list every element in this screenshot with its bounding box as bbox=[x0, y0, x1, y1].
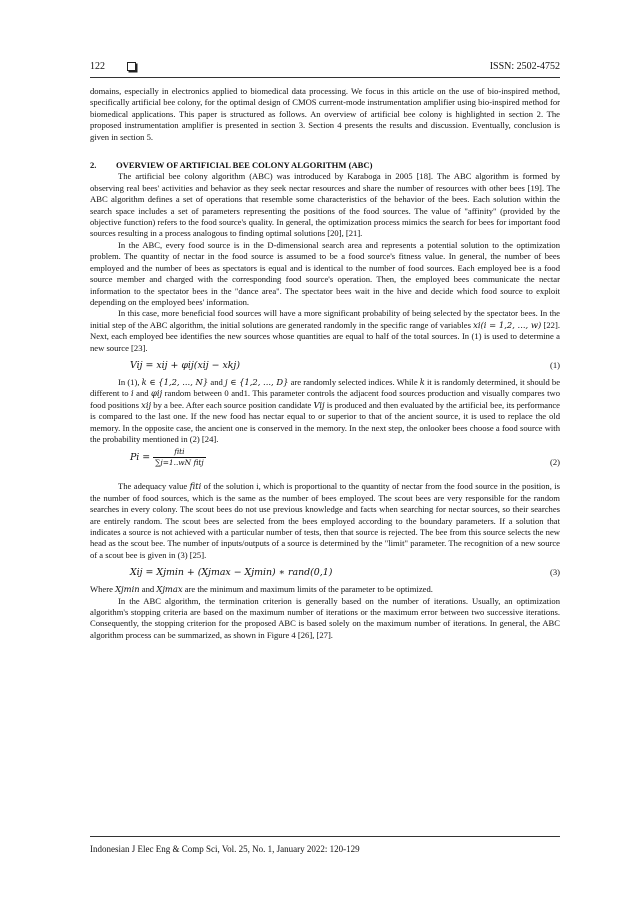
section-number: 2. bbox=[90, 160, 97, 171]
square-box-icon bbox=[127, 62, 136, 71]
paragraph-limits: Where Xjmin and Xjmax are the minimum and maximum limits of the parameter to be optimized. bbox=[90, 584, 433, 595]
equation-2-expression: Pi = $\frac{\text{fiti}}{\text{∑j=1..wN fitj}}$ bbox=[130, 447, 204, 468]
header-rule bbox=[90, 77, 560, 78]
paragraph-abc-intro: The artificial bee colony algorithm (ABC) was introduced by Karaboga in 2005 [18]. The ABC algorithm is formed by observing real bees' activities and behavior as they seek nectar resources and share the number of resources with other bees [19]. The ABC algorithm defines a set of operations that resemble some characteristics of the behavior of the bees. Each solution within the search space includes a set of parameters representing the positions of the food sources. The value of "affinity" (provided by the objective function) refers to the food source's quality. In general, the optimization process mimics the search for bees for important food sources resulting in a process analogous to finding optimal solutions [20], [21]. bbox=[90, 171, 560, 239]
paragraph-food-sources: In the ABC, every food source is in the D-dimensional search area and represents a potential solution to the optimization problem. The quantity of nectar in the food source is assumed to be a food source's fitness value. In general, the number of bees employed and the number of bees as spectators is equal and is identical to the number of food sources. Each employed bee is a food source member and charged with the corresponding food source's operation. Then, the employed bees communicate the nectar information to the spectator bees in the "dance area". The spectator bees wait in the hive and decide which food source to exploit depending on the employed bees' information. bbox=[90, 239, 560, 307]
section-heading bbox=[90, 160, 560, 171]
equation-3 bbox=[90, 563, 560, 582]
equation-1-number: (1) bbox=[549, 359, 560, 370]
paragraph-indices: In (1), k ∈ {1,2, ..., N} and j ∈ {1,2, ..., D} are randomly selected indices. While k it is randomly determined, it should be different to i and φij random between 0 and1. This parameter controls the adjacent food sources production and visually compares two food positions xij by a bee. After each source position candidate Vij is produced and then evaluated by the artificial bee, its performance is compared to the last one. If the new food has nectar equal to or superior to that of the ancient source, it is used to replace the old memory. In the opposite case, the ancient one is conserved in the memory. In the next step, the onlooker bees choose a food source with the probability mentioned in (2) [24]. bbox=[90, 376, 561, 444]
page-number: 122 bbox=[90, 61, 105, 72]
equation-3-number: (3) bbox=[549, 567, 560, 578]
footer-rule bbox=[90, 836, 560, 837]
math-inline: xi(i = 1,2, ..., w) bbox=[473, 319, 542, 330]
equation-1-expression: Vij = xij + φij(xij − xkj) bbox=[130, 359, 241, 371]
issn-label: ISSN: 2502-4752 bbox=[489, 61, 560, 72]
equation-2 bbox=[90, 447, 560, 479]
page-header bbox=[90, 60, 560, 74]
footer-citation: Indonesian J Elec Eng & Comp Sci, Vol. 25, No. 1, January 2022: 120-129 bbox=[90, 844, 360, 854]
paragraph-initial-solutions: In this case, more beneficial food sources will have a more significant probability of being selected by the spectator bees. In the initial step of the ABC algorithm, the initial solutions are generated randomly in the specific range of variables xi(i = 1,2, ..., w) [22]. Next, each employed bee identifies the new sources whose quantities are equal to half of the total sources. In (1) is used to determine a new source [23]. bbox=[90, 308, 560, 353]
equation-1 bbox=[90, 356, 560, 375]
equation-2-number: (2) bbox=[549, 457, 560, 468]
equation-2-fraction: $\frac{\text{fiti}}{\text{∑j=1..wN fitj}}$ bbox=[155, 447, 204, 468]
article-body bbox=[90, 86, 560, 641]
equation-3-expression: Xij = Xjmin + (Xjmax − Xjmin) ∗ rand(0,1) bbox=[130, 567, 333, 579]
section-title: OVERVIEW OF ARTIFICIAL BEE COLONY ALGORITHM (ABC) bbox=[116, 160, 373, 171]
paragraph-termination: In the ABC algorithm, the termination criterion is generally based on the number of iterations. Usually, an optimization algorithm's stopping criteria are based on the maximum number of iterations or the maximum error between two successive iterations. Consequently, the stopping criterion for the proposed ABC is based solely on the maximum number of iterations. In general, the ABC algorithm process can be summarized, as shown in Figure 4 [26], [27]. bbox=[90, 595, 560, 640]
intro-paragraph: domains, especially in electronics applied to biomedical data processing. We focus in this article on the use of bio-inspired method, specifically artificial bee colony, for the optimal design of CMOS current-mode instrumentation amplifier using bio-inspired method for biomedical applications. This paper is structured as follows. An overview of artificial bee colony is highlighted in section 2. The proposed instrumentation amplifier is presented in section 3. Section 4 presents the results and discussion. Eventually, conclusion is given in section 5. bbox=[90, 86, 560, 142]
paragraph-scout-bees: The adequacy value fiti of the solution i, which is proportional to the quantity of nectar from the food source in the position, is the number of food sources, which is the same as the number of bees employed. The scout bees are very responsible for the random searches in every colony. The scout bees do not use previous knowledge and facts when searching for nectar sources, so their searches are entirely random. The scout bees are selected from the bees employed according to the boundary parameters. If a solution that indicates a source is not achieved with a particular number of tests, then that source is rejected. The bee from this source selects the new head as the scout bee. The number of inputs/outputs of a source is determined by the "limit" parameter. The recognition of a new source of a scout bee is given in (3) [25]. bbox=[90, 481, 560, 560]
